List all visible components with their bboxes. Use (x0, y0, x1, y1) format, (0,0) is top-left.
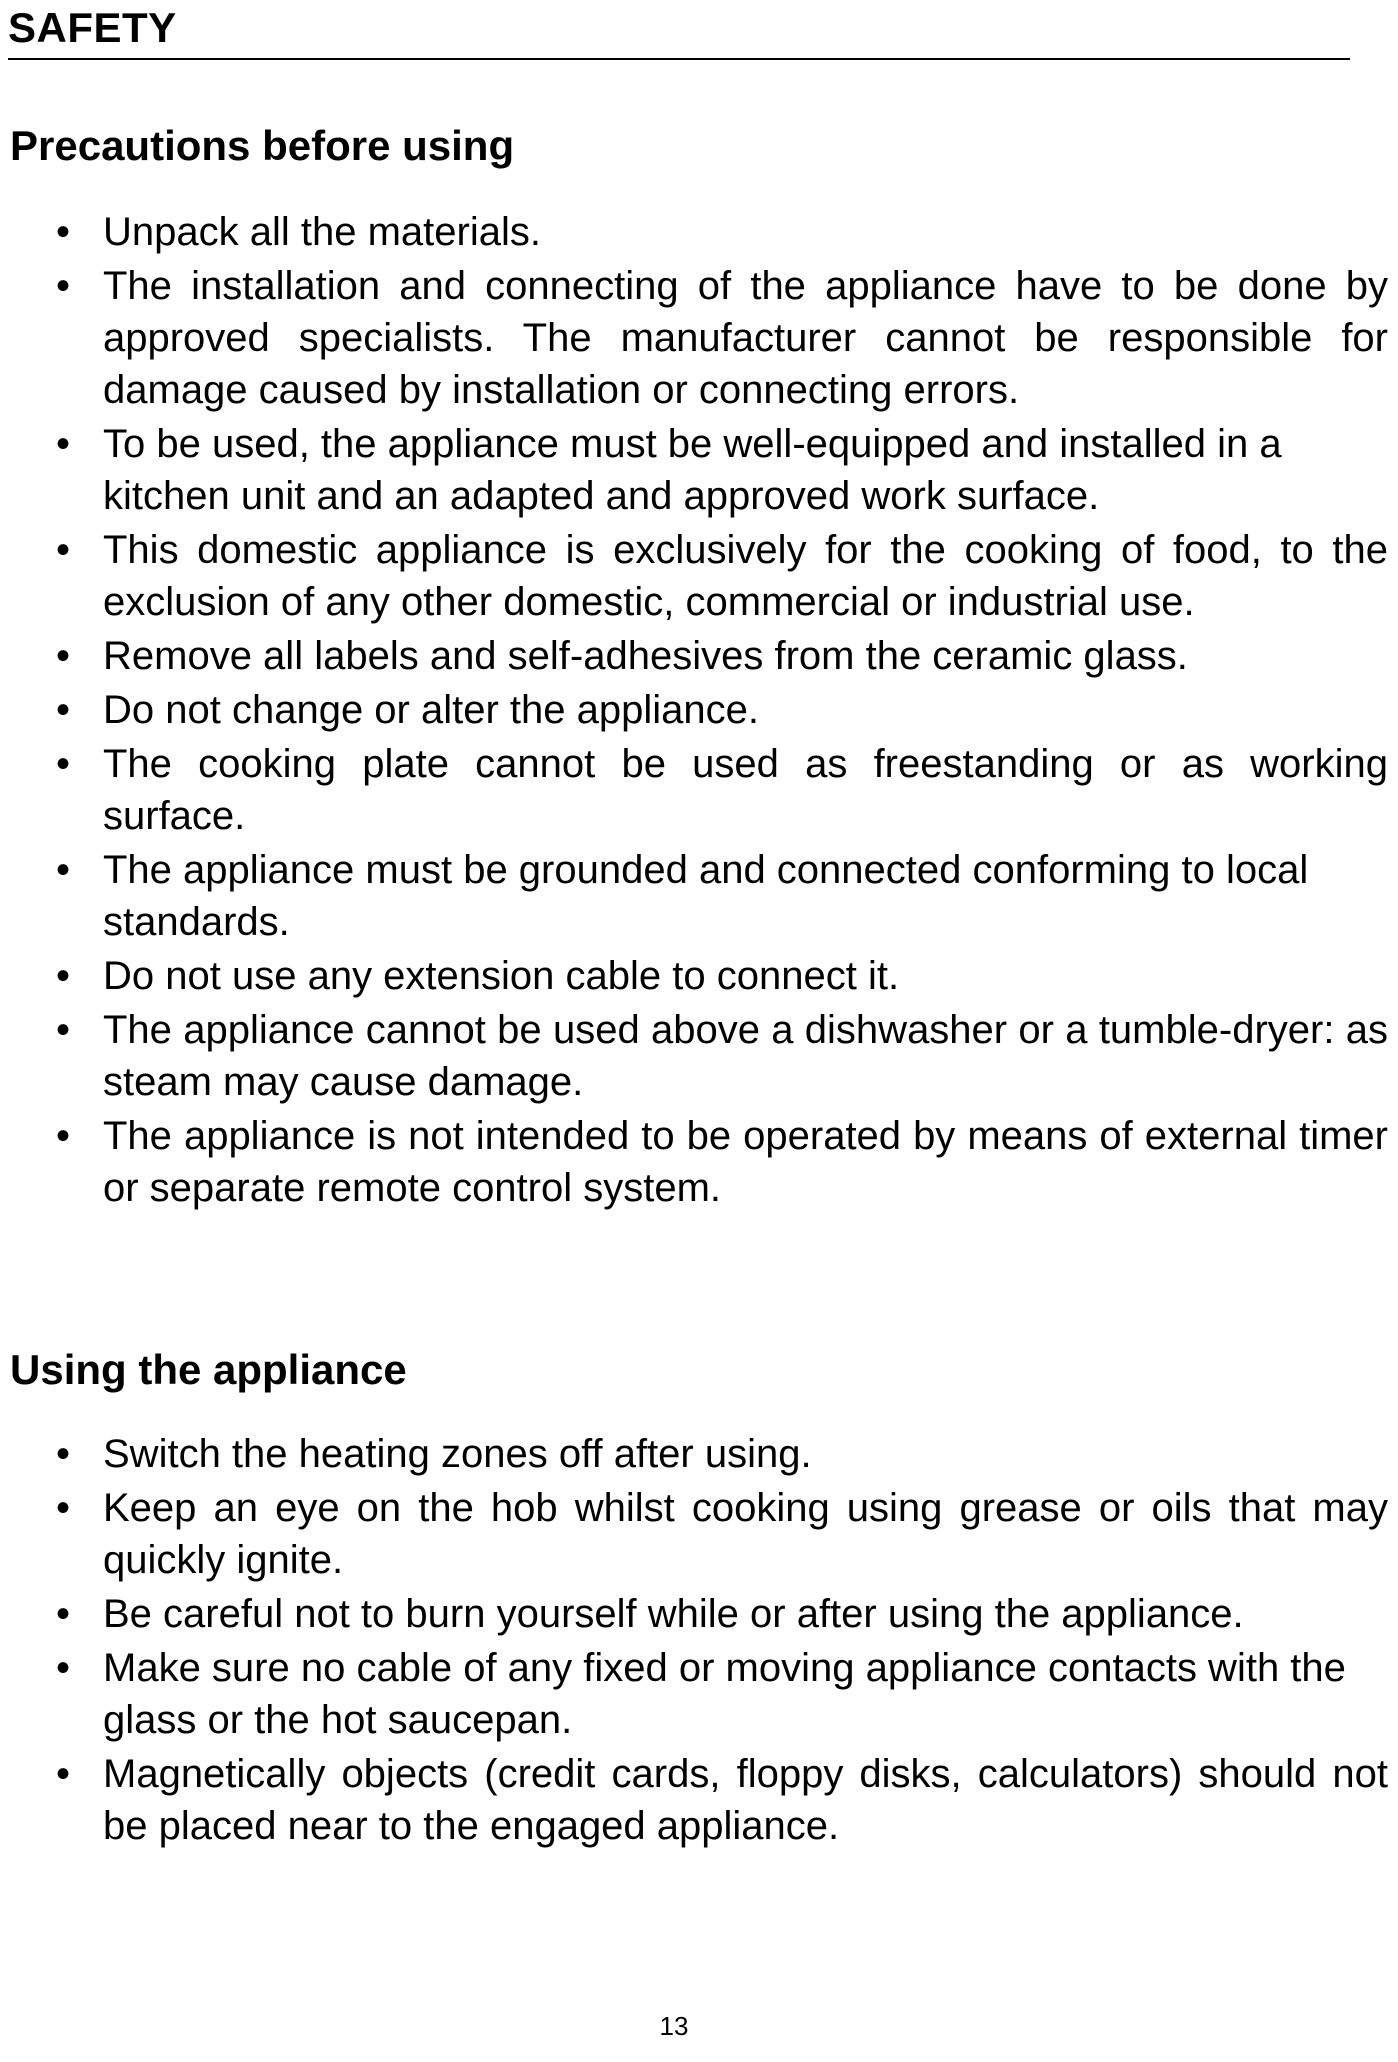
bullet-icon: • (55, 1008, 70, 1052)
list-item: • Magnetically objects (credit cards, floppy disks, calculators) should not be placed near to the engaged appliance. (48, 1748, 1388, 1852)
section-title-using-appliance: Using the appliance (10, 1346, 407, 1393)
page-number: 13 (659, 2011, 689, 2041)
list-item: • Switch the heating zones off after using. (48, 1428, 1388, 1480)
list-item: • Do not use any extension cable to connect it. (48, 950, 1388, 1002)
bullet-icon: • (55, 1592, 70, 1636)
bullet-icon: • (55, 954, 70, 998)
list-item: • This domestic appliance is exclusively for the cooking of food, to the exclusion of any other domestic, commercial or industrial use. (48, 524, 1388, 628)
using-appliance-list (48, 1428, 1388, 1854)
bullet-icon: • (55, 264, 70, 308)
list-item: • Make sure no cable of any fixed or moving appliance contacts with the glass or the hot saucepan. (48, 1642, 1388, 1746)
bullet-icon: • (55, 1752, 70, 1796)
list-item: • The appliance must be grounded and connected conforming to local standards. (48, 844, 1388, 948)
bullet-icon: • (55, 1646, 70, 1690)
list-item: • Be careful not to burn yourself while or after using the appliance. (48, 1588, 1388, 1640)
section-title-precautions: Precautions before using (10, 122, 515, 169)
bullet-icon: • (55, 422, 70, 466)
bullet-icon: • (55, 1114, 70, 1158)
list-item: • Unpack all the materials. (48, 206, 1388, 258)
bullet-icon: • (55, 210, 70, 254)
page-title: SAFETY (8, 4, 177, 51)
bullet-icon: • (55, 688, 70, 732)
list-item: • Do not change or alter the appliance. (48, 684, 1388, 736)
bullet-icon: • (55, 528, 70, 572)
bullet-icon: • (55, 1486, 70, 1530)
list-item: • To be used, the appliance must be well-equipped and installed in a kitchen unit and an adapted and approved work surface. (48, 418, 1388, 522)
precautions-list (48, 206, 1388, 1216)
list-item: • The cooking plate cannot be used as freestanding or as working surface. (48, 738, 1388, 842)
bullet-icon: • (55, 848, 70, 892)
list-item: • The appliance is not intended to be operated by means of external timer or separate remote control system. (48, 1110, 1388, 1214)
list-item: • Remove all labels and self-adhesives from the ceramic glass. (48, 630, 1388, 682)
bullet-icon: • (55, 742, 70, 786)
bullet-icon: • (55, 1432, 70, 1476)
list-item: • The appliance cannot be used above a dishwasher or a tumble-dryer: as steam may cause damage. (48, 1004, 1388, 1108)
list-item: • Keep an eye on the hob whilst cooking using grease or oils that may quickly ignite. (48, 1482, 1388, 1586)
bullet-icon: • (55, 634, 70, 678)
page-header (8, 2, 1350, 60)
list-item: • The installation and connecting of the appliance have to be done by approved specialists. The manufacturer cannot be responsible for damage caused by installation or connecting errors. (48, 260, 1388, 416)
